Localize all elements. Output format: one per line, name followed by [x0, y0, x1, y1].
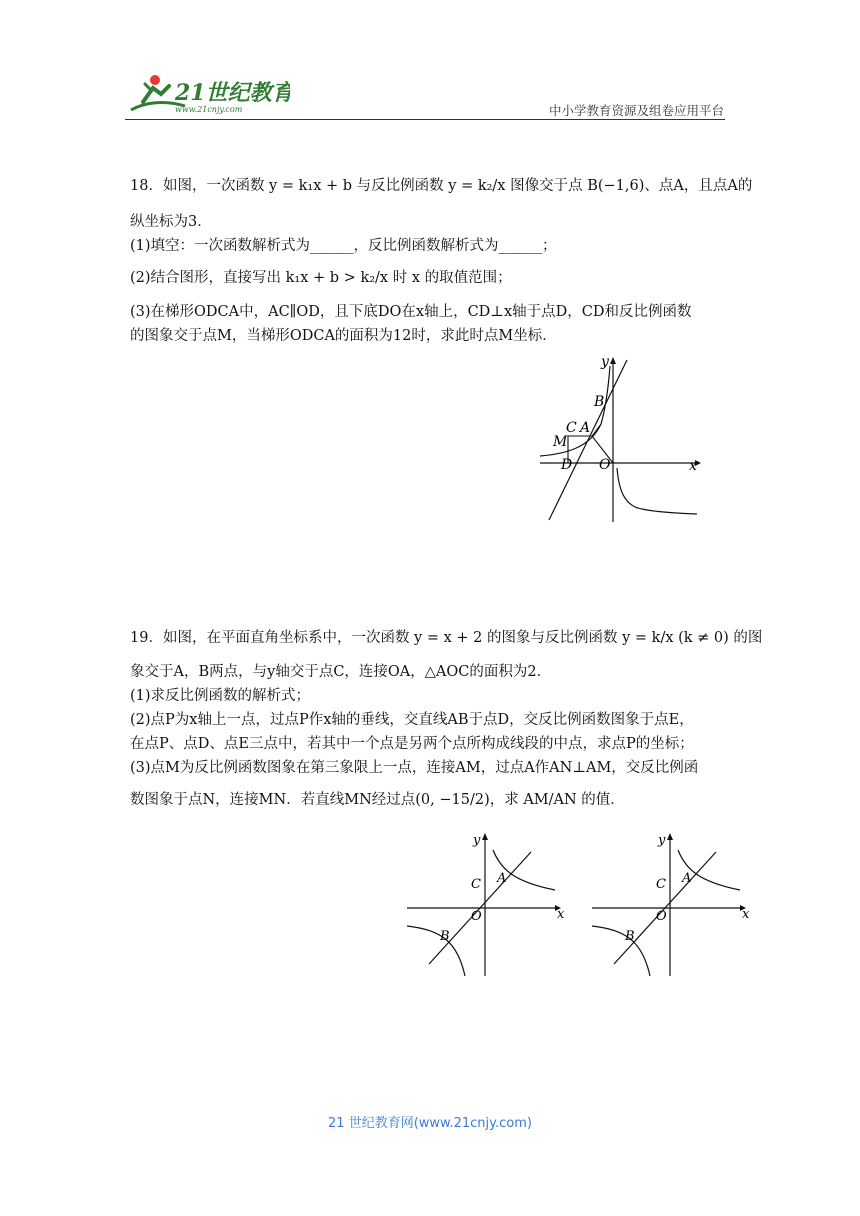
header-divider — [125, 119, 725, 120]
q19-line-4: (2)点P为x轴上一点，过点P作x轴的垂线，交直线AB于点D，交反比例函数图象于点E， — [130, 712, 694, 728]
q18-line-1: 18．如图，一次函数 y = k₁x + b 与反比例函数 y = k₂/x 图像交于点 B(−1,6)、点A，且点A的 — [130, 178, 753, 194]
footer-site-link[interactable]: 21 世纪教育网(www.21cnjy.com) — [328, 1116, 532, 1131]
q18-label-C: C — [566, 420, 577, 436]
q19-line-1: 19．如图，在平面直角坐标系中，一次函数 y = x + 2 的图象与反比例函数 y = k/x (k ≠ 0) 的图 — [130, 630, 763, 646]
q18-line-6: 的图象交于点M，当梯形ODCA的面积为12时，求此时点M坐标． — [130, 328, 557, 344]
q18-label-x: x — [689, 458, 697, 474]
svg-text:O: O — [656, 909, 667, 924]
header-platform-text: 中小学教育资源及组卷应用平台 — [548, 103, 724, 118]
svg-text:x: x — [742, 907, 750, 922]
q18-label-O: O — [599, 457, 611, 473]
q18-hyperbola-left — [540, 366, 610, 456]
q19-line-6: (3)点M为反比例函数图象在第三象限上一点，连接AM，过点A作AN⊥AM，交反比例函 — [130, 760, 699, 776]
q19-line-5: 在点P、点D、点E三点中，若其中一个点是另两个点所构成线段的中点，求点P的坐标； — [130, 736, 694, 752]
q18-line-2: 纵坐标为3． — [130, 214, 212, 230]
logo-text: 21世纪教育 — [175, 80, 290, 106]
svg-text:B: B — [625, 929, 635, 944]
site-logo — [125, 72, 290, 120]
q19-line-7: 数图象于点N，连接MN．若直线MN经过点(0, −15/2)，求 AM/AN 的值． — [130, 792, 625, 808]
svg-text:B: B — [440, 929, 450, 944]
q18-hyperbola-right — [617, 468, 697, 514]
q19-line-3: (1)求反比例函数的解析式； — [130, 688, 311, 704]
q18-label-B: B — [594, 394, 605, 410]
q18-label-A: A — [580, 420, 591, 436]
q18-label-y: y — [601, 354, 609, 370]
q19-figure-1 — [405, 830, 570, 980]
svg-text:C: C — [471, 877, 481, 892]
logo-url: www.21cnjy.com — [175, 105, 243, 114]
svg-text:A: A — [682, 871, 692, 886]
q18-label-M: M — [553, 434, 568, 450]
q18-line-4: (2)结合图形，直接写出 k₁x + b > k₂/x 时 x 的取值范围； — [130, 270, 512, 286]
svg-text:x: x — [557, 907, 565, 922]
svg-text:O: O — [471, 909, 482, 924]
q18-label-D: D — [561, 457, 573, 473]
q19-figure-2 — [590, 830, 755, 980]
q18-figure — [535, 352, 705, 527]
svg-text:C: C — [656, 877, 666, 892]
svg-text:y: y — [473, 833, 481, 848]
q18-line-5: (3)在梯形ODCA中，AC∥OD，且下底DO在x轴上，CD⊥x轴于点D，CD和反比例函数 — [130, 304, 692, 320]
q18-line-3: (1)填空：一次函数解析式为______，反比例函数解析式为______； — [130, 238, 557, 254]
svg-text:y: y — [658, 833, 666, 848]
logo-graphic — [125, 72, 290, 116]
q19-line-2: 象交于A，B两点，与y轴交于点C，连接OA，△AOC的面积为2． — [130, 664, 552, 680]
svg-text:A: A — [497, 871, 507, 886]
